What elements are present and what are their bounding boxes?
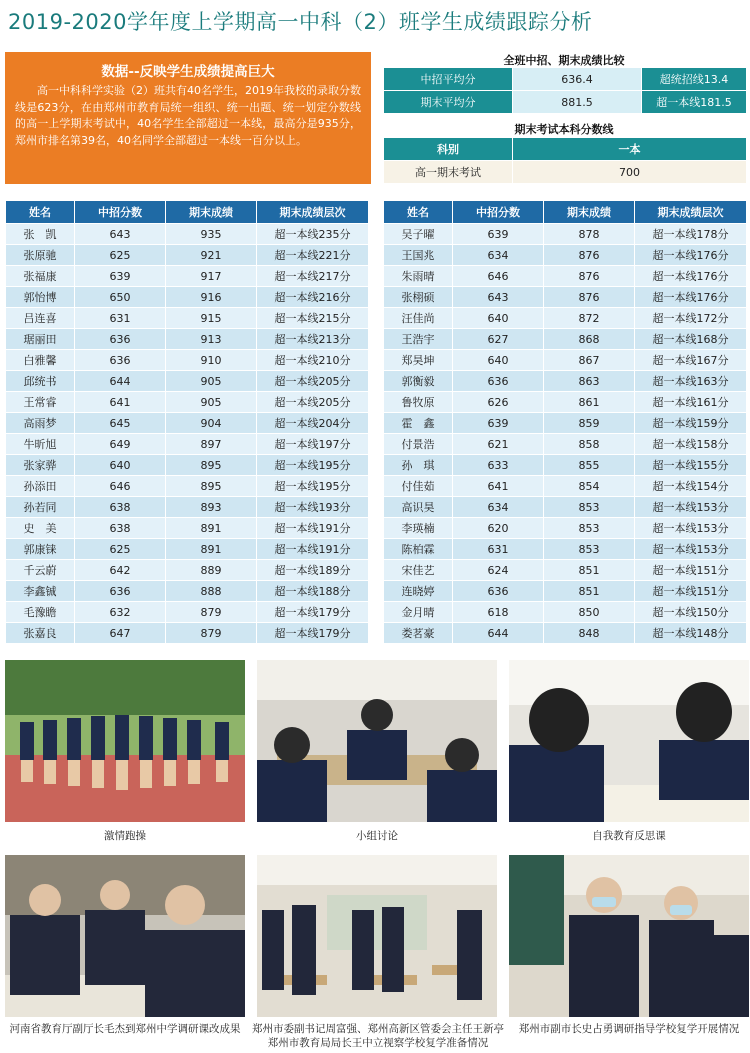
student-name: 郭康铼 (6, 539, 75, 560)
final-level: 超一本线176分 (635, 245, 747, 266)
final-score: 905 (166, 371, 257, 392)
entrance-score: 633 (453, 455, 544, 476)
final-score: 910 (166, 350, 257, 371)
entrance-score: 640 (75, 455, 166, 476)
final-level: 超一本线205分 (257, 392, 369, 413)
final-level: 超一本线154分 (635, 476, 747, 497)
header-entrance-score: 中招分数 (75, 201, 166, 224)
table-row (384, 539, 747, 560)
final-level: 超一本线167分 (635, 350, 747, 371)
student-name: 白雅馨 (6, 350, 75, 371)
photo-caption: 郑州市副市长史占勇调研指导学校复学开展情况 (518, 1023, 740, 1035)
final-score: 895 (166, 455, 257, 476)
entrance-score: 643 (75, 224, 166, 245)
cutoff-header-subject: 科别 (384, 138, 513, 161)
table-row (6, 518, 369, 539)
final-level: 超一本线148分 (635, 623, 747, 644)
table-row (384, 602, 747, 623)
final-score: 853 (544, 518, 635, 539)
final-score: 915 (166, 308, 257, 329)
student-name: 高识昊 (384, 497, 453, 518)
entrance-score: 636 (453, 371, 544, 392)
student-name: 王常睿 (6, 392, 75, 413)
table-row (384, 287, 747, 308)
scores-table-left (5, 200, 369, 644)
entrance-score: 627 (453, 329, 544, 350)
final-level: 超一本线217分 (257, 266, 369, 287)
table-row (384, 623, 747, 644)
intro-body: 高一中科科学实验（2）班共有40名学生，2019年我校的录取分数线是623分，在由郑州市教育局统一组织、统一出题、统一划定分数线的高一上学期末考试中，40名学生全部超过一本线，最高分是935分，郑州市排名第39名，40名同学全部超过一本线一百分以上。 (15, 84, 361, 147)
final-level: 超一本线176分 (635, 266, 747, 287)
final-score: 895 (166, 476, 257, 497)
table-row (384, 476, 747, 497)
student-name: 王国兆 (384, 245, 453, 266)
final-level: 超一本线153分 (635, 539, 747, 560)
student-name: 张原驰 (6, 245, 75, 266)
comparison-note: 超一本线181.5 (642, 91, 747, 114)
table-row (384, 308, 747, 329)
table-row (6, 560, 369, 581)
entrance-score: 640 (453, 308, 544, 329)
student-name: 张福康 (6, 266, 75, 287)
header-final-level: 期末成绩层次 (257, 201, 369, 224)
student-name: 李鑫铖 (6, 581, 75, 602)
final-score: 878 (544, 224, 635, 245)
final-level: 超一本线193分 (257, 497, 369, 518)
student-name: 孙 琪 (384, 455, 453, 476)
final-score: 853 (544, 497, 635, 518)
final-score: 879 (166, 623, 257, 644)
final-score: 876 (544, 266, 635, 287)
entrance-score: 636 (75, 581, 166, 602)
comparison-note: 超统招线13.4 (642, 68, 747, 91)
student-name: 史 美 (6, 518, 75, 539)
table-row (384, 560, 747, 581)
entrance-score: 644 (453, 623, 544, 644)
final-level: 超一本线155分 (635, 455, 747, 476)
final-level: 超一本线179分 (257, 623, 369, 644)
header-entrance-score: 中招分数 (453, 201, 544, 224)
cutoff-header-tier: 一本 (513, 138, 747, 161)
table-row (6, 476, 369, 497)
comparison-table (383, 67, 747, 114)
final-score: 867 (544, 350, 635, 371)
final-level: 超一本线221分 (257, 245, 369, 266)
final-level: 超一本线213分 (257, 329, 369, 350)
student-name: 吴子曜 (384, 224, 453, 245)
student-name: 李瑛楠 (384, 518, 453, 539)
student-name: 金月晴 (384, 602, 453, 623)
table-row (384, 497, 747, 518)
student-name: 朱雨晴 (384, 266, 453, 287)
table-row (6, 308, 369, 329)
header-final-score: 期末成绩 (166, 201, 257, 224)
student-name: 高雨梦 (6, 413, 75, 434)
cutoff-label: 高一期末考试 (384, 161, 513, 184)
table-row (384, 518, 747, 539)
final-score: 861 (544, 392, 635, 413)
final-score: 888 (166, 581, 257, 602)
table-row (384, 371, 747, 392)
final-level: 超一本线159分 (635, 413, 747, 434)
student-name: 付景浩 (384, 434, 453, 455)
student-name: 霍 鑫 (384, 413, 453, 434)
photo-caption: 激情跑操 (104, 830, 146, 842)
final-level: 超一本线161分 (635, 392, 747, 413)
photo-caption: 郑州市委副书记周富强、郑州高新区管委会主任王新亭郑州市教育局局长王中立视察学校复学准备情况 (252, 1023, 504, 1049)
comparison-value: 636.4 (513, 68, 642, 91)
student-name: 张嘉良 (6, 623, 75, 644)
final-level: 超一本线163分 (635, 371, 747, 392)
header-final-score: 期末成绩 (544, 201, 635, 224)
final-score: 863 (544, 371, 635, 392)
final-level: 超一本线178分 (635, 224, 747, 245)
entrance-score: 625 (75, 245, 166, 266)
table-row (6, 392, 369, 413)
table-row (384, 266, 747, 287)
final-score: 905 (166, 392, 257, 413)
student-name: 孙添田 (6, 476, 75, 497)
final-level: 超一本线197分 (257, 434, 369, 455)
entrance-score: 642 (75, 560, 166, 581)
comparison-row (384, 68, 747, 91)
table-row (6, 224, 369, 245)
table-row (384, 224, 747, 245)
scores-header-row (384, 201, 747, 224)
entrance-score: 646 (453, 266, 544, 287)
table-row (6, 350, 369, 371)
header-name: 姓名 (384, 201, 453, 224)
final-score: 891 (166, 518, 257, 539)
student-name: 张 凯 (6, 224, 75, 245)
final-score: 872 (544, 308, 635, 329)
final-level: 超一本线153分 (635, 497, 747, 518)
entrance-score: 634 (453, 497, 544, 518)
table-row (6, 287, 369, 308)
final-score: 893 (166, 497, 257, 518)
table-row (6, 497, 369, 518)
header-final-level: 期末成绩层次 (635, 201, 747, 224)
photo-caption: 自我教育反思课 (592, 830, 666, 842)
final-score: 859 (544, 413, 635, 434)
photo-provincial-visit (5, 855, 245, 1017)
student-name: 付佳茹 (384, 476, 453, 497)
final-level: 超一本线151分 (635, 581, 747, 602)
photo-caption: 河南省教育厅副厅长毛杰到郑州中学调研课改成果 (9, 1023, 241, 1035)
entrance-score: 639 (453, 224, 544, 245)
table-row (6, 329, 369, 350)
comparison-row (384, 91, 747, 114)
entrance-score: 634 (453, 245, 544, 266)
entrance-score: 643 (453, 287, 544, 308)
comparison-value: 881.5 (513, 91, 642, 114)
entrance-score: 639 (453, 413, 544, 434)
student-name: 郑昊坤 (384, 350, 453, 371)
table-row (6, 602, 369, 623)
entrance-score: 641 (75, 392, 166, 413)
entrance-score: 638 (75, 518, 166, 539)
student-name: 张家骅 (6, 455, 75, 476)
final-score: 889 (166, 560, 257, 581)
final-level: 超一本线215分 (257, 308, 369, 329)
student-name: 娄茗豪 (384, 623, 453, 644)
entrance-score: 621 (453, 434, 544, 455)
final-level: 超一本线153分 (635, 518, 747, 539)
cutoff-title: 期末考试本科分数线 (514, 123, 614, 136)
final-level: 超一本线189分 (257, 560, 369, 581)
entrance-score: 636 (75, 350, 166, 371)
entrance-score: 649 (75, 434, 166, 455)
final-level: 超一本线235分 (257, 224, 369, 245)
entrance-score: 620 (453, 518, 544, 539)
final-score: 876 (544, 287, 635, 308)
final-score: 879 (166, 602, 257, 623)
page-title: 2019-2020学年度上学期高一中科（2）班学生成绩跟踪分析 (8, 10, 593, 34)
entrance-score: 625 (75, 539, 166, 560)
table-row (384, 350, 747, 371)
final-score: 904 (166, 413, 257, 434)
final-score: 891 (166, 539, 257, 560)
photo-group-discussion (257, 660, 497, 822)
table-row (6, 245, 369, 266)
final-score: 897 (166, 434, 257, 455)
student-name: 郭衡毅 (384, 371, 453, 392)
table-row (384, 329, 747, 350)
final-score: 854 (544, 476, 635, 497)
final-score: 916 (166, 287, 257, 308)
final-score: 853 (544, 539, 635, 560)
table-row (384, 245, 747, 266)
table-row (6, 371, 369, 392)
comparison-title: 全班中招、期末成绩比较 (503, 54, 625, 67)
student-name: 毛豫瞻 (6, 602, 75, 623)
student-name: 琚丽田 (6, 329, 75, 350)
entrance-score: 632 (75, 602, 166, 623)
table-row (6, 455, 369, 476)
table-row (6, 539, 369, 560)
entrance-score: 647 (75, 623, 166, 644)
final-level: 超一本线195分 (257, 455, 369, 476)
intro-box (5, 52, 371, 184)
entrance-score: 640 (453, 350, 544, 371)
final-level: 超一本线168分 (635, 329, 747, 350)
table-row (6, 413, 369, 434)
photo-reflection-class (509, 660, 749, 822)
final-level: 超一本线191分 (257, 518, 369, 539)
final-score: 855 (544, 455, 635, 476)
final-score: 876 (544, 245, 635, 266)
final-level: 超一本线191分 (257, 539, 369, 560)
student-name: 连晓婷 (384, 581, 453, 602)
entrance-score: 626 (453, 392, 544, 413)
comparison-label: 中招平均分 (384, 68, 513, 91)
entrance-score: 636 (453, 581, 544, 602)
final-level: 超一本线151分 (635, 560, 747, 581)
entrance-score: 644 (75, 371, 166, 392)
student-name: 牛昕旭 (6, 434, 75, 455)
student-name: 千云蔚 (6, 560, 75, 581)
final-level: 超一本线179分 (257, 602, 369, 623)
comparison-label: 期末平均分 (384, 91, 513, 114)
entrance-score: 638 (75, 497, 166, 518)
table-row (6, 623, 369, 644)
table-row (384, 392, 747, 413)
final-level: 超一本线158分 (635, 434, 747, 455)
final-score: 858 (544, 434, 635, 455)
cutoff-value: 700 (513, 161, 747, 184)
table-row (6, 266, 369, 287)
entrance-score: 631 (75, 308, 166, 329)
entrance-score: 641 (453, 476, 544, 497)
student-name: 陈柏霖 (384, 539, 453, 560)
table-row (384, 455, 747, 476)
final-level: 超一本线205分 (257, 371, 369, 392)
cutoff-header-row (384, 138, 747, 161)
scores-header-row (6, 201, 369, 224)
final-score: 921 (166, 245, 257, 266)
final-level: 超一本线195分 (257, 476, 369, 497)
student-name: 邱统书 (6, 371, 75, 392)
table-row (384, 434, 747, 455)
final-level: 超一本线176分 (635, 287, 747, 308)
final-score: 868 (544, 329, 635, 350)
table-row (384, 413, 747, 434)
table-row (6, 581, 369, 602)
cutoff-row (384, 161, 747, 184)
final-level: 超一本线210分 (257, 350, 369, 371)
final-level: 超一本线216分 (257, 287, 369, 308)
entrance-score: 636 (75, 329, 166, 350)
entrance-score: 624 (453, 560, 544, 581)
cutoff-table (383, 137, 747, 184)
student-name: 张栩硕 (384, 287, 453, 308)
student-name: 孙若同 (6, 497, 75, 518)
entrance-score: 639 (75, 266, 166, 287)
final-level: 超一本线150分 (635, 602, 747, 623)
student-name: 郭怡博 (6, 287, 75, 308)
final-level: 超一本线204分 (257, 413, 369, 434)
scores-table-right (383, 200, 747, 644)
final-score: 848 (544, 623, 635, 644)
intro-heading: 数据--反映学生成绩提高巨大 (101, 64, 275, 80)
photo-vice-mayor-visit (509, 855, 749, 1017)
student-name: 王浩宇 (384, 329, 453, 350)
table-row (6, 434, 369, 455)
header-name: 姓名 (6, 201, 75, 224)
entrance-score: 646 (75, 476, 166, 497)
final-score: 851 (544, 581, 635, 602)
table-row (384, 581, 747, 602)
photo-caption: 小组讨论 (356, 830, 398, 842)
final-score: 913 (166, 329, 257, 350)
photo-morning-run (5, 660, 245, 822)
final-level: 超一本线188分 (257, 581, 369, 602)
student-name: 宋佳艺 (384, 560, 453, 581)
final-level: 超一本线172分 (635, 308, 747, 329)
final-score: 851 (544, 560, 635, 581)
entrance-score: 645 (75, 413, 166, 434)
student-name: 鲁牧原 (384, 392, 453, 413)
final-score: 850 (544, 602, 635, 623)
entrance-score: 631 (453, 539, 544, 560)
entrance-score: 618 (453, 602, 544, 623)
final-score: 935 (166, 224, 257, 245)
entrance-score: 650 (75, 287, 166, 308)
student-name: 吕连喜 (6, 308, 75, 329)
student-name: 汪佳尚 (384, 308, 453, 329)
final-score: 917 (166, 266, 257, 287)
photo-city-inspection (257, 855, 497, 1017)
